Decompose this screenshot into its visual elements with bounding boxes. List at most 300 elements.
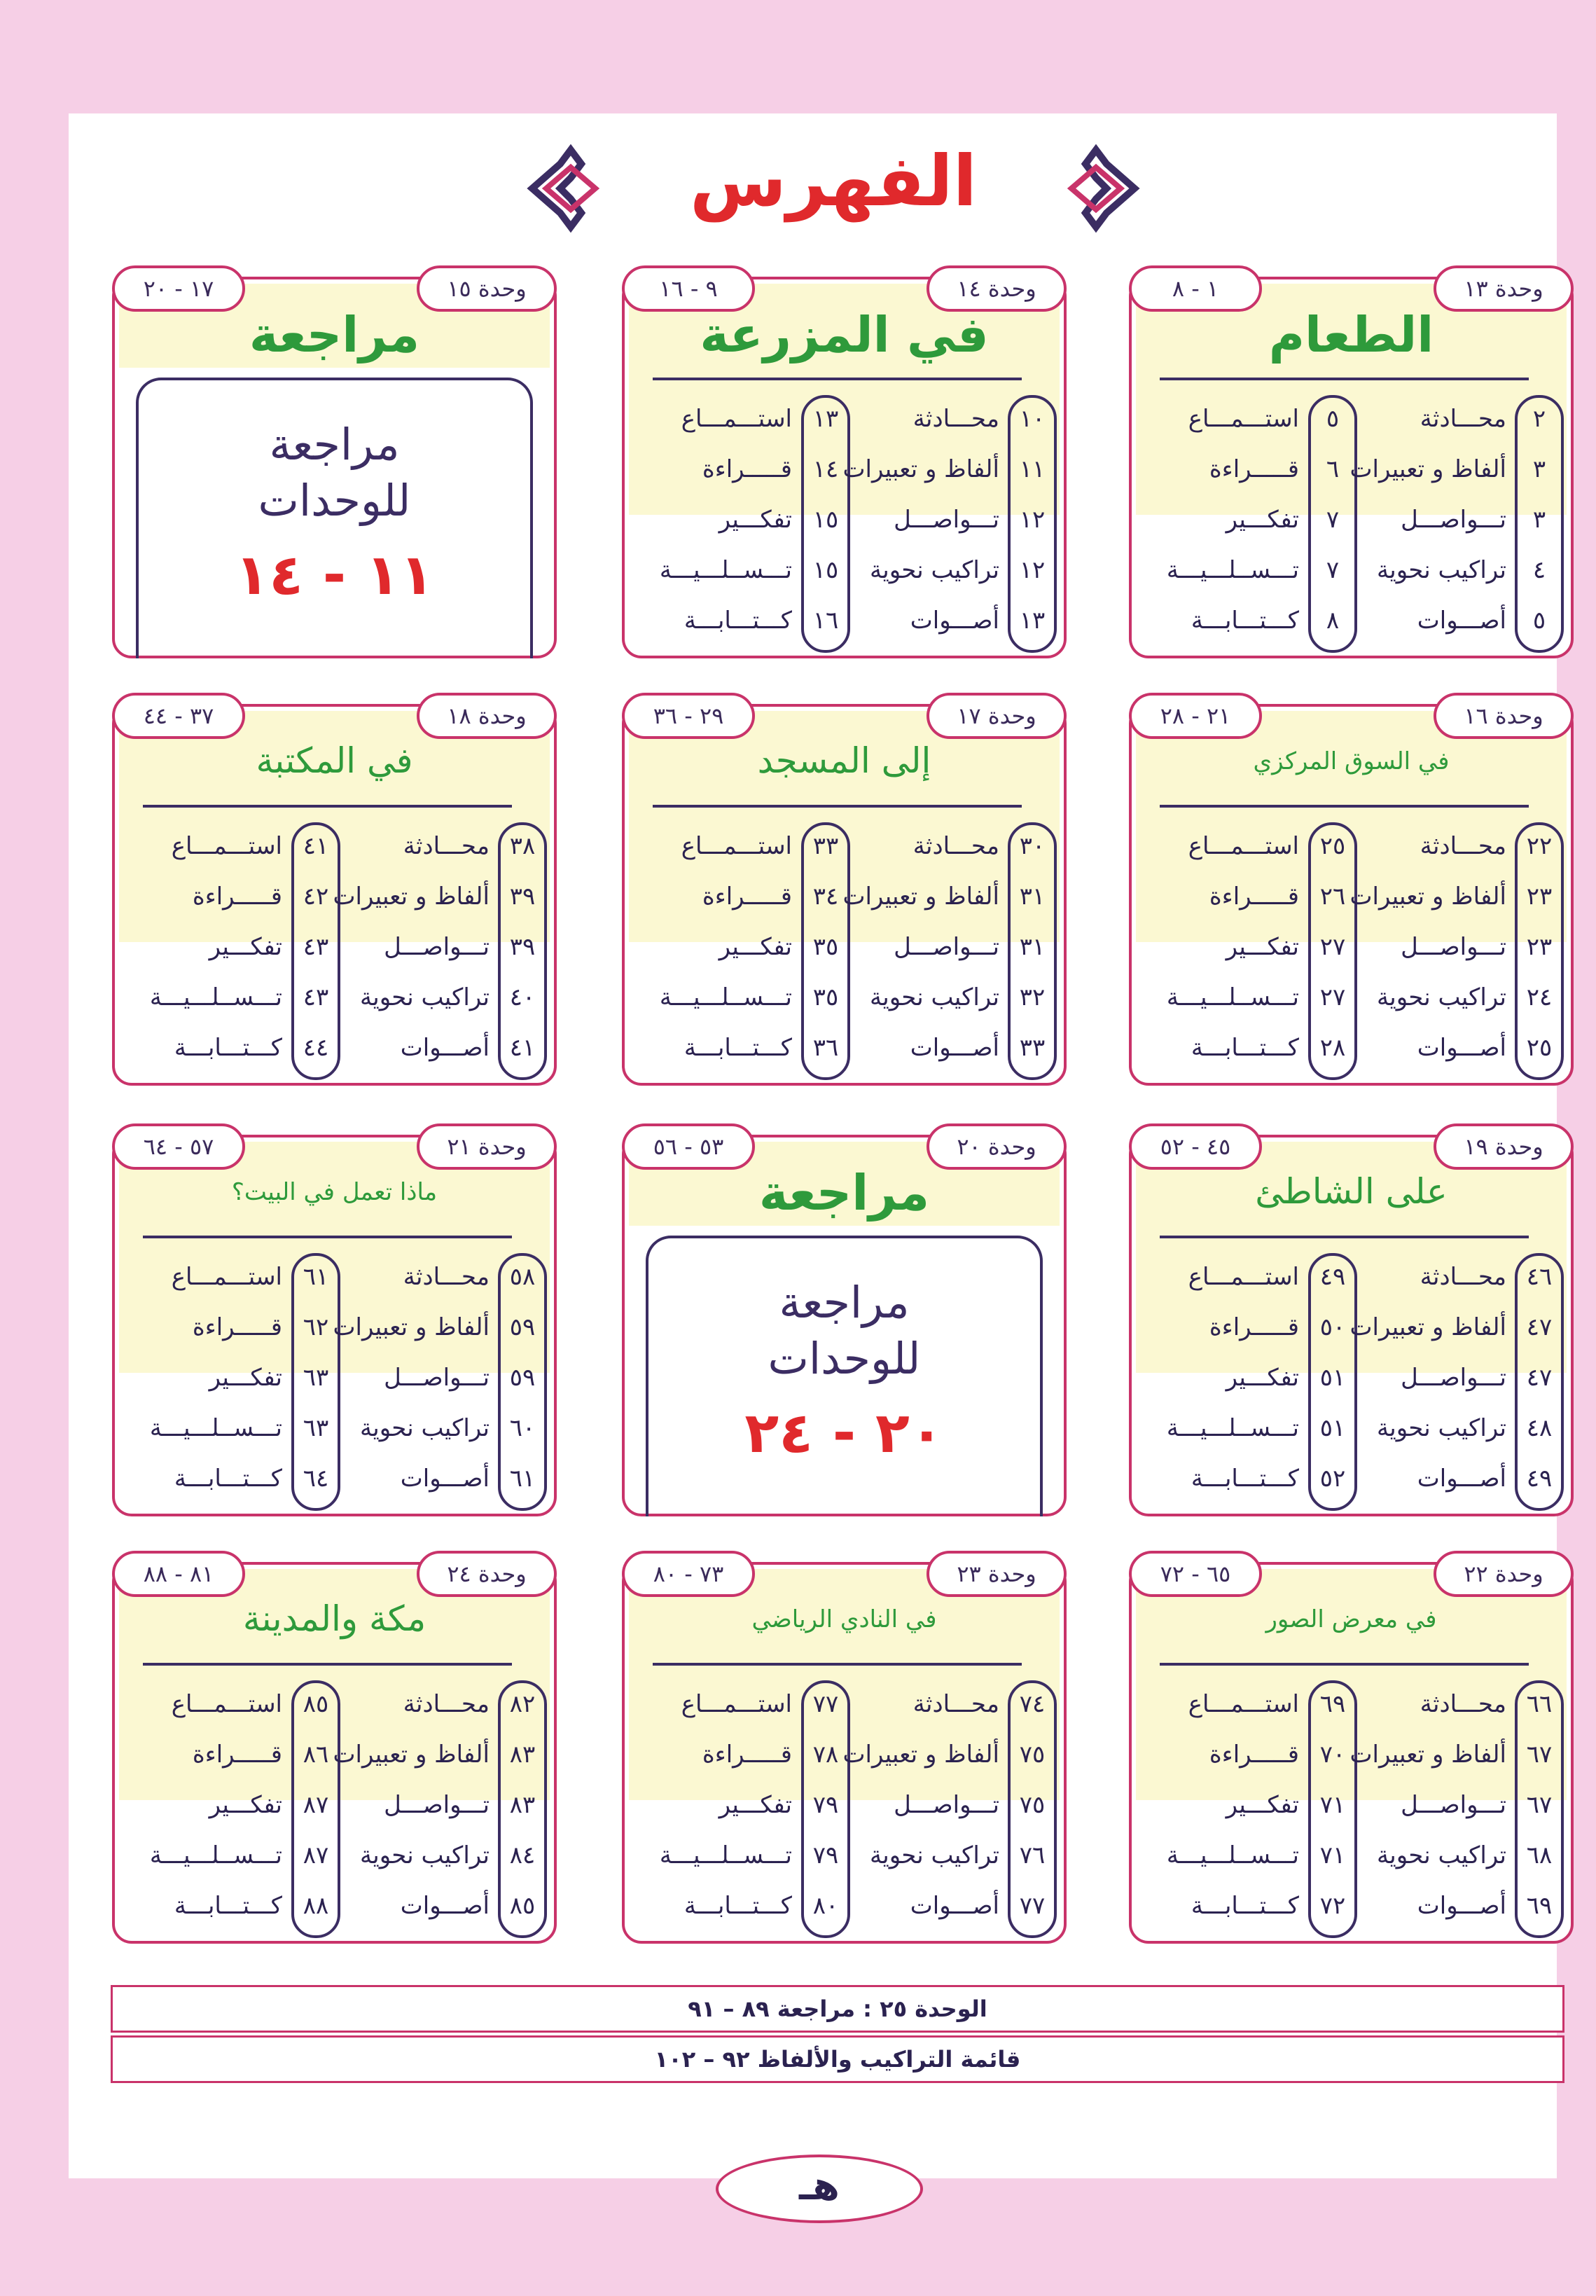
page-range-tab: ٤٥ - ٥٢: [1129, 1123, 1262, 1170]
lesson-page: ٥٨: [509, 1263, 536, 1291]
lesson-page: ٢٧: [1319, 983, 1346, 1011]
review-text: للوحدات: [258, 475, 411, 526]
lesson-skill: تراكيب نحوية: [870, 1841, 999, 1869]
lesson-page: ٦٢: [303, 1313, 329, 1341]
lesson-skill: تراكيب نحوية: [1377, 983, 1506, 1011]
lesson-skill: كـــتـــابـــة: [683, 1034, 792, 1062]
lesson-page: ٤٣: [303, 983, 329, 1011]
lesson-skill: استـــمـــاع: [171, 1263, 282, 1291]
lesson-skill: تـــســلـــيـــة: [1166, 1414, 1299, 1442]
unit-number-tab: وحدة ١٧: [927, 693, 1067, 739]
lesson-page: ٥٠: [1319, 1313, 1346, 1341]
lesson-page: ٣٠: [1019, 832, 1046, 860]
lesson-skill: ألفاظ و تعبيرات: [333, 1741, 490, 1769]
lesson-row: [125, 1303, 547, 1354]
lesson-page: ٨: [1326, 607, 1340, 635]
lesson-page: ١٣: [812, 405, 839, 433]
lesson-page: ١٤: [812, 455, 839, 483]
lesson-page: ٨٤: [509, 1841, 536, 1869]
lesson-page: ١١: [1019, 455, 1046, 483]
page-range-tab: ٢١ - ٢٨: [1129, 693, 1262, 739]
unit-title: ماذا تعمل في البيت؟: [231, 1178, 438, 1206]
lesson-page: ٣٣: [1019, 1034, 1046, 1062]
lesson-page: ٥: [1532, 607, 1546, 635]
lesson-skill: ألفاظ و تعبيرات: [842, 883, 999, 911]
lesson-skill: محـــادثة: [1420, 832, 1506, 860]
lesson-list: [634, 822, 1057, 1074]
lesson-page: ٦٤: [303, 1465, 329, 1493]
lesson-skill: كـــتـــابـــة: [1191, 1034, 1299, 1062]
lesson-page: ١٢: [1019, 506, 1046, 534]
lesson-page: ٣٨: [509, 832, 536, 860]
lesson-skill: محـــادثة: [913, 1690, 999, 1718]
lesson-row: [125, 1832, 547, 1882]
lesson-row: [634, 1731, 1057, 1781]
lesson-row: [125, 1024, 547, 1074]
lesson-list: [1142, 1253, 1564, 1505]
lesson-row: [1142, 974, 1564, 1024]
lesson-page: ٧٥: [1019, 1791, 1046, 1819]
lesson-page: ٤٢: [303, 883, 329, 911]
unit-title: مراجعة: [249, 306, 420, 364]
lesson-row: [634, 445, 1057, 496]
right-ornament-icon: [1043, 136, 1149, 241]
lesson-skill: قـــــراءة: [1209, 883, 1299, 911]
lesson-skill: استـــمـــاع: [681, 405, 792, 433]
lesson-skill: أصـــوات: [400, 1892, 490, 1920]
unit-card: [112, 1562, 557, 1944]
lesson-skill: كـــتـــابـــة: [683, 1892, 792, 1920]
lesson-page: ٧٧: [1019, 1892, 1046, 1920]
lesson-skill: كـــتـــابـــة: [174, 1465, 282, 1493]
lesson-skill: تفكـــير: [1226, 933, 1299, 961]
lesson-row: [1142, 496, 1564, 546]
page-range-tab: ٣٧ - ٤٤: [112, 693, 245, 739]
lesson-page: ٤٧: [1526, 1313, 1553, 1341]
lesson-page: ٢٢: [1526, 832, 1553, 860]
lesson-skill: تفكـــير: [1226, 1791, 1299, 1819]
page-title: الفهرس: [689, 140, 977, 222]
lesson-skill: تراكيب نحوية: [1377, 556, 1506, 584]
lesson-skill: أصـــوات: [910, 607, 999, 635]
lesson-row: [634, 1024, 1057, 1074]
unit-number-tab: وحدة ٢٤: [417, 1551, 557, 1597]
lesson-row: [1142, 1303, 1564, 1354]
lesson-row: [634, 1781, 1057, 1832]
lesson-skill: تـــواصـــل: [384, 933, 490, 961]
lesson-page: ٣٩: [509, 883, 536, 911]
lesson-page: ٧٥: [1019, 1741, 1046, 1769]
lesson-skill: تراكيب نحوية: [360, 1414, 490, 1442]
lesson-skill: كـــتـــابـــة: [683, 607, 792, 635]
lesson-page: ٥٢: [1319, 1465, 1346, 1493]
lesson-list: [125, 822, 547, 1074]
lesson-page: ٧٢: [1319, 1892, 1346, 1920]
unit-card: [622, 277, 1067, 658]
lesson-row: [125, 1882, 547, 1932]
unit-card: [112, 1135, 557, 1516]
lesson-page: ٨٧: [303, 1841, 329, 1869]
lesson-skill: ألفاظ و تعبيرات: [842, 1741, 999, 1769]
lesson-page: ٨٠: [812, 1892, 839, 1920]
lesson-row: [125, 1253, 547, 1303]
lesson-list: [1142, 1680, 1564, 1932]
lesson-skill: تراكيب نحوية: [870, 556, 999, 584]
lesson-page: ٨٢: [509, 1690, 536, 1718]
lesson-page: ٦١: [303, 1263, 329, 1291]
title-underline: [653, 378, 1022, 380]
title-underline: [143, 1663, 512, 1666]
unit-title: على الشاطئ: [1255, 1171, 1448, 1212]
lesson-row: [125, 1354, 547, 1404]
lesson-row: [125, 1781, 547, 1832]
lesson-page: ٢٨: [1319, 1034, 1346, 1062]
lesson-skill: قـــــراءة: [192, 1313, 282, 1341]
lesson-skill: تـــواصـــل: [384, 1364, 490, 1392]
lesson-skill: استـــمـــاع: [1188, 1263, 1299, 1291]
lesson-skill: محـــادثة: [403, 832, 490, 860]
lesson-row: [125, 1455, 547, 1505]
lesson-page: ٢٣: [1526, 883, 1553, 911]
lesson-page: ٧٤: [1019, 1690, 1046, 1718]
lesson-page: ١٢: [1019, 556, 1046, 584]
lesson-row: [1142, 1404, 1564, 1455]
lesson-page: ٥٩: [509, 1313, 536, 1341]
lesson-list: [1142, 395, 1564, 647]
lesson-page: ٢٦: [1319, 883, 1346, 911]
lesson-page: ٢٣: [1526, 933, 1553, 961]
lesson-page: ٦٩: [1319, 1690, 1346, 1718]
lesson-skill: استـــمـــاع: [171, 832, 282, 860]
unit-card: [622, 1135, 1067, 1516]
lesson-skill: كـــتـــابـــة: [1191, 607, 1299, 635]
lesson-list: [1142, 822, 1564, 1074]
lesson-skill: تـــســلـــيـــة: [1166, 556, 1299, 584]
lesson-skill: استـــمـــاع: [1188, 832, 1299, 860]
lesson-skill: تفكـــير: [719, 933, 792, 961]
lesson-row: [125, 1404, 547, 1455]
unit-number-tab: وحدة ١٤: [927, 265, 1067, 312]
lesson-skill: أصـــوات: [400, 1465, 490, 1493]
lesson-skill: كـــتـــابـــة: [174, 1034, 282, 1062]
unit-number-tab: وحدة ١٦: [1434, 693, 1574, 739]
lesson-skill: تـــســلـــيـــة: [659, 1841, 792, 1869]
page-range-tab: ٧٣ - ٨٠: [622, 1551, 755, 1597]
unit-number-tab: وحدة ٢١: [417, 1123, 557, 1170]
lesson-skill: كـــتـــابـــة: [1191, 1892, 1299, 1920]
unit-title: في المكتبة: [256, 740, 413, 781]
lesson-row: [125, 1731, 547, 1781]
lesson-page: ٣٥: [812, 933, 839, 961]
lesson-skill: تـــســلـــيـــة: [149, 1414, 282, 1442]
lesson-skill: قـــــراءة: [702, 1741, 792, 1769]
page-range-tab: ١ - ٨: [1129, 265, 1262, 312]
lesson-skill: أصـــوات: [910, 1034, 999, 1062]
title-underline: [653, 1663, 1022, 1666]
unit-number-tab: وحدة ٢٣: [927, 1551, 1067, 1597]
lesson-page: ٨٣: [509, 1791, 536, 1819]
lesson-skill: تفكـــير: [719, 1791, 792, 1819]
lesson-row: [125, 873, 547, 923]
lesson-page: ١٠: [1019, 405, 1046, 433]
lesson-row: [125, 1680, 547, 1731]
lesson-row: [125, 923, 547, 974]
unit-card: [112, 704, 557, 1086]
lesson-page: ٨٨: [303, 1892, 329, 1920]
lesson-page: ٦٧: [1526, 1741, 1553, 1769]
unit-card: [1129, 277, 1574, 658]
lesson-row: [1142, 822, 1564, 873]
lesson-skill: تراكيب نحوية: [1377, 1414, 1506, 1442]
lesson-page: ٤١: [303, 832, 329, 860]
lesson-skill: تـــواصـــل: [384, 1791, 490, 1819]
lesson-page: ٢٤: [1526, 983, 1553, 1011]
lesson-skill: ألفاظ و تعبيرات: [333, 883, 490, 911]
lesson-skill: قـــــراءة: [702, 883, 792, 911]
lesson-page: ٣: [1532, 506, 1546, 534]
page-range-tab: ٢٩ - ٣٦: [622, 693, 755, 739]
lesson-row: [634, 974, 1057, 1024]
lesson-page: ٦١: [509, 1465, 536, 1493]
lesson-skill: قـــــراءة: [1209, 455, 1299, 483]
lesson-list: [634, 1680, 1057, 1932]
lesson-skill: تـــواصـــل: [1401, 506, 1506, 534]
page-number: هـ: [716, 2155, 923, 2223]
unit-title: في المزرعة: [700, 306, 989, 364]
title-underline: [1160, 1663, 1529, 1666]
lesson-skill: ألفاظ و تعبيرات: [333, 1313, 490, 1341]
lesson-row: [634, 1882, 1057, 1932]
lesson-page: ٧٩: [812, 1841, 839, 1869]
lesson-skill: تـــســلـــيـــة: [1166, 1841, 1299, 1869]
lesson-skill: ألفاظ و تعبيرات: [1349, 1741, 1506, 1769]
lesson-skill: أصـــوات: [910, 1892, 999, 1920]
lesson-skill: محـــادثة: [913, 832, 999, 860]
lesson-row: [1142, 395, 1564, 445]
lesson-skill: تـــســلـــيـــة: [149, 1841, 282, 1869]
lesson-page: ٧١: [1319, 1791, 1346, 1819]
lesson-page: ٦: [1326, 455, 1340, 483]
lesson-page: ٦٣: [303, 1414, 329, 1442]
lesson-row: [125, 822, 547, 873]
lesson-list: [634, 395, 1057, 647]
lesson-page: ٤٣: [303, 933, 329, 961]
lesson-page: ٥: [1326, 405, 1340, 433]
unit-title: إلى المسجد: [757, 740, 931, 781]
lesson-skill: تـــســلـــيـــة: [659, 556, 792, 584]
lesson-skill: ألفاظ و تعبيرات: [1349, 455, 1506, 483]
lesson-row: [125, 974, 547, 1024]
title-underline: [653, 805, 1022, 808]
unit-card: [622, 1562, 1067, 1944]
lesson-skill: استـــمـــاع: [1188, 1690, 1299, 1718]
unit-number-tab: وحدة ٢٢: [1434, 1551, 1574, 1597]
lesson-page: ٦٣: [303, 1364, 329, 1392]
unit-number-tab: وحدة ١٩: [1434, 1123, 1574, 1170]
lesson-row: [1142, 1253, 1564, 1303]
lesson-page: ٧٨: [812, 1741, 839, 1769]
lesson-skill: تراكيب نحوية: [360, 983, 490, 1011]
unit-card: [1129, 1135, 1574, 1516]
lesson-page: ٢٥: [1526, 1034, 1553, 1062]
lesson-skill: أصـــوات: [1417, 607, 1506, 635]
lesson-skill: محـــادثة: [913, 405, 999, 433]
lesson-page: ٥١: [1319, 1414, 1346, 1442]
unit-title: في النادي الرياضي: [751, 1605, 937, 1633]
lesson-page: ٤٧: [1526, 1364, 1553, 1392]
lesson-page: ٧٧: [812, 1690, 839, 1718]
unit-card: [112, 277, 557, 658]
review-range: ١١ - ١٤: [235, 542, 434, 607]
lesson-row: [634, 1680, 1057, 1731]
lesson-row: [1142, 445, 1564, 496]
unit-card: [622, 704, 1067, 1086]
lesson-skill: محـــادثة: [403, 1263, 490, 1291]
lesson-row: [634, 822, 1057, 873]
lesson-page: ١٥: [812, 556, 839, 584]
unit-number-tab: وحدة ١٣: [1434, 265, 1574, 312]
lesson-skill: ألفاظ و تعبيرات: [1349, 1313, 1506, 1341]
lesson-skill: تـــواصـــل: [894, 1791, 999, 1819]
lesson-page: ٨٣: [509, 1741, 536, 1769]
review-text: للوحدات: [768, 1333, 921, 1384]
lesson-page: ٤٩: [1526, 1465, 1553, 1493]
lesson-page: ٨٦: [303, 1741, 329, 1769]
lesson-page: ٦٦: [1526, 1690, 1553, 1718]
unit-title: في السوق المركزي: [1253, 747, 1450, 775]
lesson-page: ٨٥: [303, 1690, 329, 1718]
lesson-page: ٧٦: [1019, 1841, 1046, 1869]
lesson-page: ٧: [1326, 506, 1340, 534]
lesson-skill: أصـــوات: [1417, 1465, 1506, 1493]
lesson-page: ٧١: [1319, 1841, 1346, 1869]
lesson-skill: تـــواصـــل: [894, 506, 999, 534]
lesson-skill: تفكـــير: [1226, 506, 1299, 534]
lesson-page: ٣٩: [509, 933, 536, 961]
lesson-skill: قـــــراءة: [192, 883, 282, 911]
title-underline: [1160, 1236, 1529, 1238]
lesson-page: ٣٣: [812, 832, 839, 860]
lesson-skill: ألفاظ و تعبيرات: [1349, 883, 1506, 911]
page-range-tab: ١٧ - ٢٠: [112, 265, 245, 312]
lesson-row: [1142, 873, 1564, 923]
lesson-page: ٣١: [1019, 933, 1046, 961]
lesson-skill: محـــادثة: [1420, 1263, 1506, 1291]
lesson-page: ٤٨: [1526, 1414, 1553, 1442]
review-range: ٢٠ - ٢٤: [744, 1400, 944, 1465]
review-text: مراجعة: [779, 1277, 910, 1328]
lesson-skill: أصـــوات: [1417, 1034, 1506, 1062]
lesson-row: [1142, 1731, 1564, 1781]
lesson-row: [1142, 1680, 1564, 1731]
page-range-tab: ٩ - ١٦: [622, 265, 755, 312]
lesson-row: [1142, 597, 1564, 647]
lesson-row: [634, 597, 1057, 647]
lesson-list: [125, 1253, 547, 1505]
lesson-page: ٤: [1532, 556, 1546, 584]
lesson-row: [634, 873, 1057, 923]
lesson-row: [634, 1832, 1057, 1882]
lesson-skill: استـــمـــاع: [681, 1690, 792, 1718]
lesson-row: [1142, 1024, 1564, 1074]
lesson-skill: تـــواصـــل: [1401, 1791, 1506, 1819]
lesson-skill: استـــمـــاع: [681, 832, 792, 860]
lesson-skill: محـــادثة: [1420, 405, 1506, 433]
lesson-page: ٨٧: [303, 1791, 329, 1819]
unit-title: في معرض الصور: [1265, 1605, 1437, 1633]
lesson-page: ٤٤: [303, 1034, 329, 1062]
lesson-page: ١٦: [812, 607, 839, 635]
lesson-skill: محـــادثة: [1420, 1690, 1506, 1718]
lesson-page: ٧٩: [812, 1791, 839, 1819]
lesson-skill: تـــواصـــل: [1401, 1364, 1506, 1392]
lesson-page: ٣: [1532, 455, 1546, 483]
unit-title: مكة والمدينة: [242, 1598, 426, 1639]
lesson-page: ٢٥: [1319, 832, 1346, 860]
lesson-skill: تـــواصـــل: [1401, 933, 1506, 961]
lesson-page: ٥١: [1319, 1364, 1346, 1392]
lesson-skill: أصـــوات: [1417, 1892, 1506, 1920]
lesson-skill: قـــــراءة: [192, 1741, 282, 1769]
lesson-row: [1142, 1354, 1564, 1404]
lesson-skill: تراكيب نحوية: [870, 983, 999, 1011]
lesson-page: ٣٢: [1019, 983, 1046, 1011]
unit-card: [1129, 1562, 1574, 1944]
lesson-skill: تـــســلـــيـــة: [659, 983, 792, 1011]
lesson-page: ٤٠: [509, 983, 536, 1011]
unit-number-tab: وحدة ١٥: [417, 265, 557, 312]
lesson-row: [1142, 1455, 1564, 1505]
unit-card: [1129, 704, 1574, 1086]
page-range-tab: ٥٣ - ٥٦: [622, 1123, 755, 1170]
lesson-row: [634, 546, 1057, 597]
lesson-row: [1142, 1781, 1564, 1832]
lesson-skill: تـــســلـــيـــة: [1166, 983, 1299, 1011]
lesson-page: ٨٥: [509, 1892, 536, 1920]
lesson-skill: تفكـــير: [1226, 1364, 1299, 1392]
lesson-page: ٧٠: [1319, 1741, 1346, 1769]
title-underline: [143, 1236, 512, 1238]
lesson-page: ٤٦: [1526, 1263, 1553, 1291]
lesson-page: ٧: [1326, 556, 1340, 584]
page-range-tab: ٦٥ - ٧٢: [1129, 1551, 1262, 1597]
footer-glossary: قائمة التراكيب والألفاظ ٩٢ – ١٠٢: [111, 2035, 1564, 2083]
lesson-row: [634, 496, 1057, 546]
page-range-tab: ٨١ - ٨٨: [112, 1551, 245, 1597]
title-block: [518, 126, 1149, 252]
lesson-skill: قـــــراءة: [1209, 1741, 1299, 1769]
lesson-page: ٦٨: [1526, 1841, 1553, 1869]
lesson-row: [634, 923, 1057, 974]
review-text: مراجعة: [269, 419, 400, 470]
lesson-page: ٣١: [1019, 883, 1046, 911]
lesson-skill: استـــمـــاع: [171, 1690, 282, 1718]
unit-title: الطعام: [1268, 306, 1434, 364]
unit-title: مراجعة: [758, 1164, 930, 1222]
lesson-page: ١٣: [1019, 607, 1046, 635]
lesson-skill: تفكـــير: [209, 1791, 282, 1819]
lesson-page: ٣٥: [812, 983, 839, 1011]
lesson-page: ٣٦: [812, 1034, 839, 1062]
lesson-page: ٤١: [509, 1034, 536, 1062]
lesson-skill: كـــتـــابـــة: [1191, 1465, 1299, 1493]
unit-number-tab: وحدة ١٨: [417, 693, 557, 739]
lesson-page: ٦٠: [509, 1414, 536, 1442]
lesson-skill: تفكـــير: [719, 506, 792, 534]
unit-number-tab: وحدة ٢٠: [927, 1123, 1067, 1170]
lesson-skill: كـــتـــابـــة: [174, 1892, 282, 1920]
lesson-page: ٦٧: [1526, 1791, 1553, 1819]
